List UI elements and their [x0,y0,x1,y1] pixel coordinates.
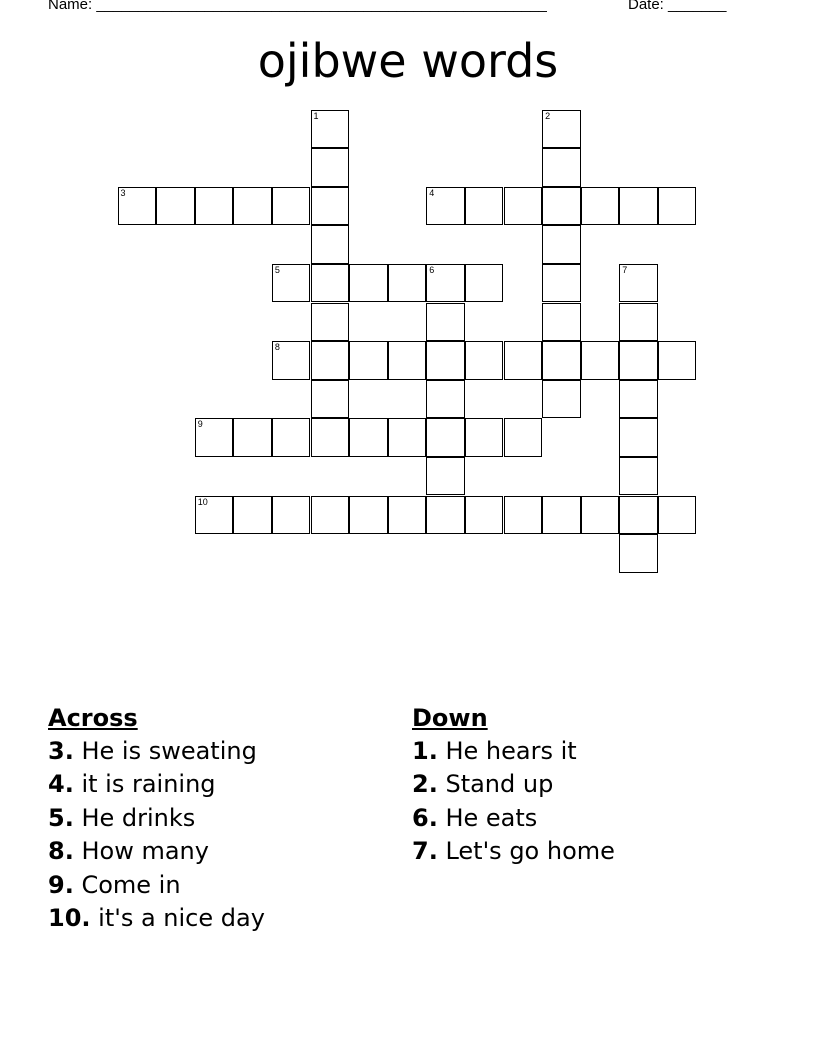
clue-item-text: it is raining [73,770,216,799]
page-title: ojibwe words [257,34,559,88]
crossword-cell[interactable] [311,110,350,149]
clue-number: 5 [274,264,280,275]
crossword-cell[interactable] [272,187,311,226]
clue-item-text: He eats [437,803,538,832]
crossword-cell[interactable] [619,457,658,496]
clue-item-text: Let's go home [437,837,615,866]
clue-item [412,768,615,801]
crossword-cell[interactable] [195,418,234,457]
clue-item [412,835,615,868]
crossword-cell[interactable] [619,187,658,226]
clue-item-number: 4. [48,770,74,799]
crossword-cell[interactable] [619,534,658,573]
clue-item [48,802,265,835]
clue-item [48,768,265,801]
crossword-cell[interactable] [311,264,350,303]
crossword-cell[interactable] [426,418,465,457]
down-heading: Down [412,704,488,732]
clue-number: 2 [545,110,551,121]
crossword-cell[interactable] [349,264,388,303]
crossword-cell[interactable] [542,110,581,149]
crossword-cell[interactable] [426,341,465,380]
crossword-cell[interactable] [465,418,504,457]
across-heading: Across [48,704,138,732]
crossword-cell[interactable] [542,380,581,419]
clue-item-text: Come in [73,870,181,899]
across-clues [48,702,265,935]
crossword-cell[interactable] [465,496,504,535]
crossword-cell[interactable] [619,496,658,535]
clue-item-number: 8. [48,837,74,866]
clue-number: 1 [313,110,319,121]
crossword-cell[interactable] [426,264,465,303]
crossword-cell[interactable] [426,187,465,226]
crossword-cell[interactable] [658,496,697,535]
clue-number: 4 [429,187,435,198]
crossword-cell[interactable] [388,264,427,303]
clue-number: 6 [429,264,435,275]
crossword-cell[interactable] [619,303,658,342]
clue-item [48,835,265,868]
crossword-cell[interactable] [542,148,581,187]
clue-number: 7 [622,264,628,275]
clue-item-number: 2. [412,770,438,799]
crossword-cell[interactable] [542,341,581,380]
crossword-cell[interactable] [619,380,658,419]
clue-item-text: Stand up [437,770,554,799]
name-field-line: Name: ______________________________________________________ [48,0,547,13]
crossword-cell[interactable] [272,264,311,303]
crossword-cell[interactable] [388,341,427,380]
crossword-cell[interactable] [581,341,620,380]
crossword-cell[interactable] [619,418,658,457]
crossword-cell[interactable] [426,303,465,342]
date-field-line: Date: _______ [628,0,727,13]
crossword-cell[interactable] [465,187,504,226]
clue-item-text: He is sweating [73,737,257,765]
clue-number: 10 [197,496,208,507]
clue-item [48,735,265,768]
crossword-cell[interactable] [542,225,581,264]
crossword-cell[interactable] [195,187,234,226]
clue-item-number: 10. [48,904,91,933]
clue-item [412,735,615,768]
crossword-cell[interactable] [311,187,350,226]
crossword-cell[interactable] [233,418,272,457]
crossword-cell[interactable] [504,496,543,535]
crossword-cell[interactable] [272,341,311,380]
crossword-cell[interactable] [233,187,272,226]
across-clue-list [48,735,265,935]
crossword-cell[interactable] [311,148,350,187]
crossword-cell[interactable] [542,496,581,535]
crossword-cell[interactable] [465,264,504,303]
clue-item [48,902,265,935]
crossword-cell[interactable] [465,341,504,380]
crossword-cell[interactable] [349,418,388,457]
crossword-cell[interactable] [311,496,350,535]
down-clue-list [412,735,615,869]
crossword-cell[interactable] [426,380,465,419]
clue-item-number: 6. [412,803,438,832]
crossword-cell[interactable] [311,225,350,264]
crossword-cell[interactable] [619,341,658,380]
crossword-cell[interactable] [272,418,311,457]
clue-item-text: How many [73,837,209,866]
crossword-cell[interactable] [349,496,388,535]
crossword-cell[interactable] [272,496,311,535]
crossword-cell[interactable] [426,496,465,535]
crossword-cell[interactable] [504,187,543,226]
clue-number: 3 [120,187,126,198]
crossword-cell[interactable] [504,418,543,457]
crossword-cell[interactable] [311,418,350,457]
clue-item-text: He hears it [437,737,577,765]
crossword-cell[interactable] [426,457,465,496]
crossword-cell[interactable] [156,187,195,226]
clue-item-text: He drinks [73,803,196,832]
crossword-cell[interactable] [658,341,697,380]
clue-item-number: 5. [48,803,74,832]
crossword-cell[interactable] [311,341,350,380]
clue-item-number: 9. [48,870,74,899]
crossword-cell[interactable] [658,187,697,226]
crossword-cell[interactable] [195,496,234,535]
crossword-cell[interactable] [542,303,581,342]
clue-item-number: 7. [412,837,438,866]
clue-number: 9 [197,419,203,430]
crossword-cell[interactable] [233,496,272,535]
crossword-cell[interactable] [349,341,388,380]
crossword-cell[interactable] [388,418,427,457]
crossword-cell[interactable] [311,303,350,342]
crossword-cell[interactable] [581,187,620,226]
crossword-cell[interactable] [581,496,620,535]
clue-item [48,869,265,902]
crossword-cell[interactable] [118,187,157,226]
crossword-cell[interactable] [619,264,658,303]
clue-item-number: 1. [412,737,438,765]
crossword-cell[interactable] [542,264,581,303]
clue-item-text: it's a nice day [90,904,265,933]
down-clues [412,702,615,869]
clue-number: 8 [274,342,280,353]
clue-item [412,802,615,835]
crossword-cell[interactable] [542,187,581,226]
crossword-cell[interactable] [504,341,543,380]
crossword-cell[interactable] [388,496,427,535]
crossword-cell[interactable] [311,380,350,419]
clue-item-number: 3. [48,737,74,765]
